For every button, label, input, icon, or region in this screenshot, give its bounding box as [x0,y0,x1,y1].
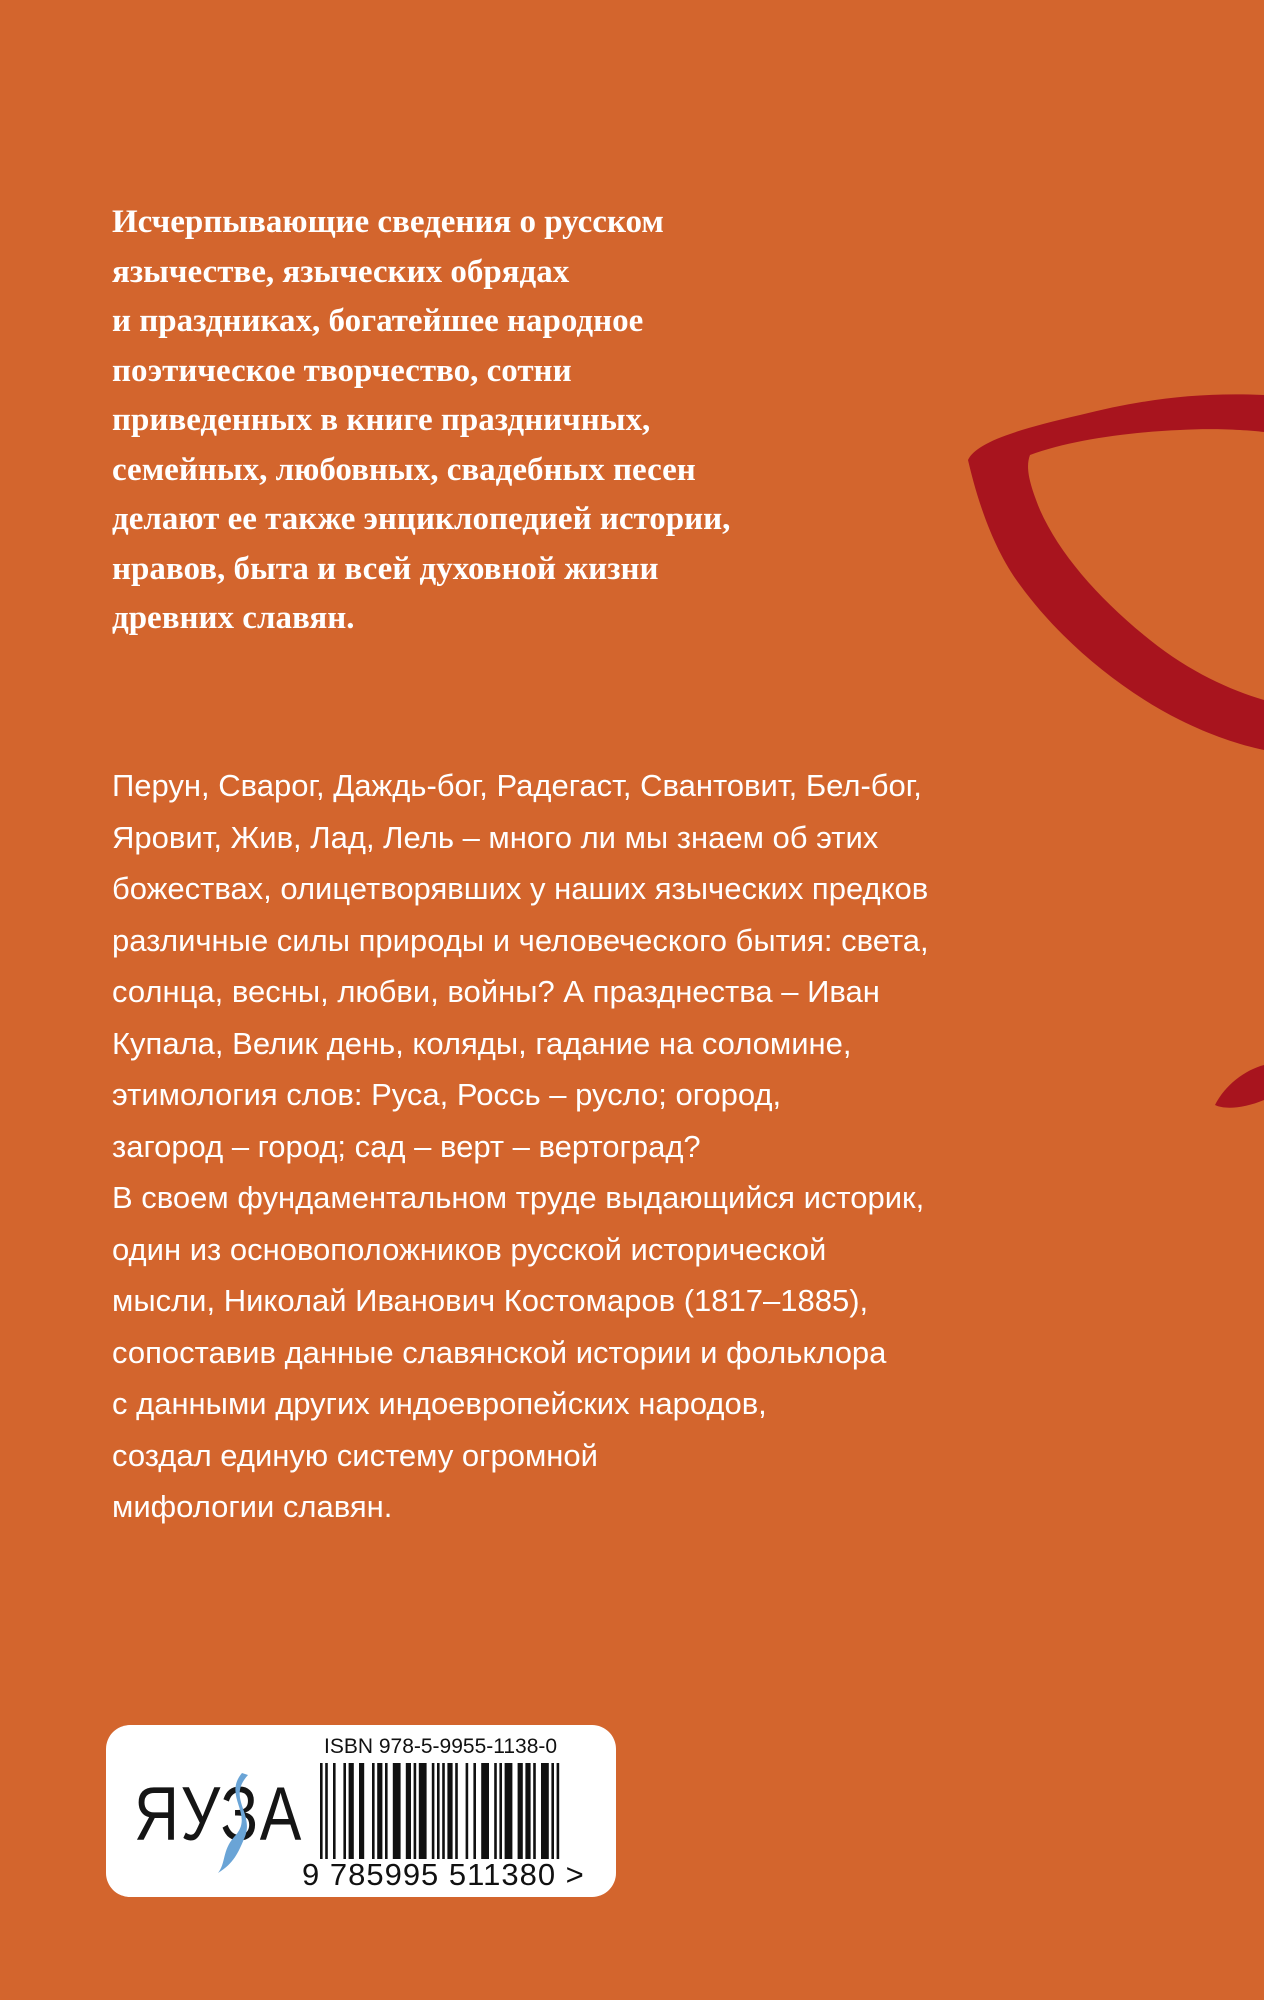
blurb-regular-line: различные силы природы и человеческого бытия: света, [112,922,929,958]
barcode-bar [533,1763,536,1859]
blurb-regular-line: один из основоположников русской исторической [112,1231,827,1267]
blurb-regular [112,760,1072,1533]
blurb-bold-line: язычестве, языческих обрядах [112,253,570,290]
blurb-bold-line: поэтическое творчество, сотни [112,352,572,389]
blurb-regular-line: Яровит, Жив, Лад, Лель – много ли мы знаем об этих [112,819,879,855]
barcode-bar [349,1763,354,1859]
barcode-bar [377,1763,382,1859]
barcode-bar [432,1763,435,1859]
barcode-bar [494,1763,497,1859]
blurb-bold-line: и праздниках, богатейшее народное [112,303,644,339]
barcode-bar [419,1763,427,1859]
blurb-regular-line: загород – город; сад – верт – вертоград? [112,1128,701,1164]
barcode-digits: 9 785995 511380 > [302,1857,585,1892]
blurb-bold-line: Исчерпывающие сведения о русском [112,204,664,240]
blurb-regular-line: Купала, Велик день, коляды, гадание на соломине, [112,1025,852,1061]
blurb-regular-line: сопоставив данные славянской истории и фольклора [112,1334,887,1370]
blurb-regular-line: мифологии славян. [112,1489,393,1524]
blurb-regular-line: с данными других индоевропейских народов, [112,1386,767,1421]
publisher-logo-text: ЯУЗА [134,1772,303,1857]
barcode-bar [473,1763,476,1859]
barcode-bar [437,1763,440,1859]
blurb-bold-line: семейных, любовных, свадебных песен [112,451,696,488]
blurb-bold-line: древних славян. [112,600,355,636]
barcode-bar [466,1763,469,1859]
barcode-bar [455,1763,458,1859]
barcode-bar [442,1763,445,1859]
blurb-regular-line: Перун, Сварог, Даждь-бог, Радегаст, Свантовит, Бел-бог, [112,768,922,803]
barcode-bars [318,1763,574,1859]
barcode-bar [343,1763,346,1859]
barcode-bar [518,1763,523,1859]
barcode-bar [499,1763,502,1859]
publisher-logo [134,1767,304,1863]
barcode-bar [505,1763,513,1859]
barcode-bar [557,1763,560,1859]
barcode-bar [320,1763,323,1859]
barcode-bar [333,1763,336,1859]
blurb-regular-line: В своем фундаментальном труде выдающийся историк, [112,1180,925,1215]
blurb-bold-line: приведенных в книге праздничных, [112,402,651,438]
blurb-bold [112,198,932,644]
barcode-bar [325,1763,328,1859]
blurb-regular-line: мысли, Николай Иванович Костомаров (1817–1885), [112,1283,869,1318]
blurb-bold-line: нравов, быта и всей духовной жизни [112,550,659,587]
barcode-bar [541,1763,549,1859]
blurb-regular-line: этимология слов: Руса, Россь – русло; огород, [112,1077,782,1112]
barcode-bar [481,1763,489,1859]
barcode-bar [385,1763,388,1859]
barcode-bar [372,1763,375,1859]
barcode-bar [393,1763,401,1859]
barcode-bar [359,1763,364,1859]
blurb-bold-line: делают ее также энциклопедией истории, [112,501,731,537]
isbn-barcode-panel [106,1725,616,1897]
barcode-bar [406,1763,411,1859]
barcode-bar [414,1763,417,1859]
isbn-label: ISBN 978-5-9955-1138-0 [324,1735,558,1758]
barcode-bar [551,1763,554,1859]
barcode-bar [447,1763,452,1859]
blurb-regular-line: божествах, олицетворявших у наших языческих предков [112,871,929,906]
river-wave-icon [204,1767,264,1877]
blurb-regular-line: солнца, весны, любви, войны? А празднества – Иван [112,974,880,1009]
barcode-bar [525,1763,530,1859]
blurb-regular-line: создал единую систему огромной [112,1437,598,1473]
